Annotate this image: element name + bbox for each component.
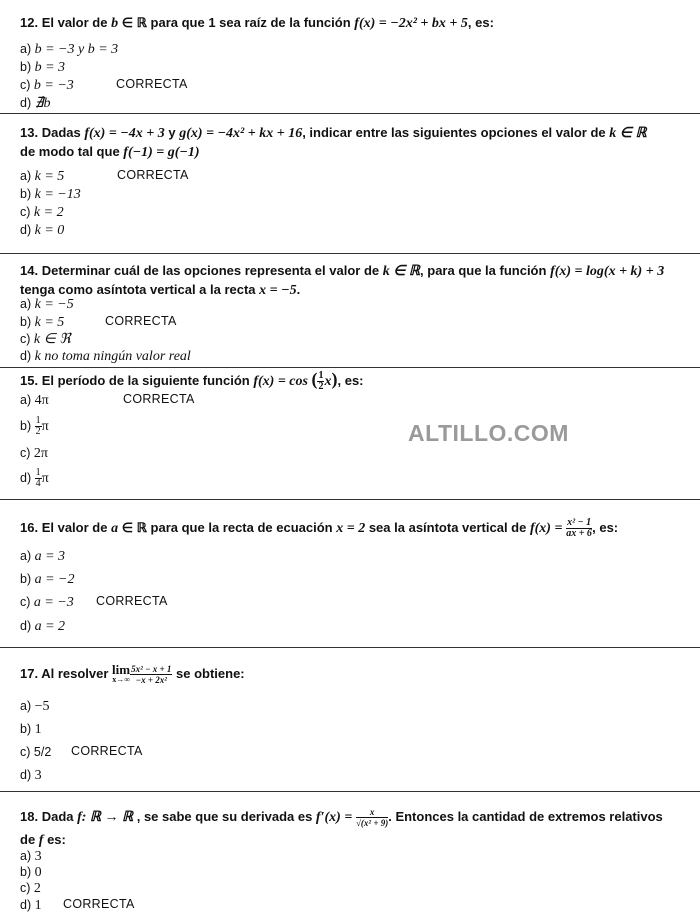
q16-option-c: c) a = −3 [20, 595, 74, 610]
q12-option-b: b) b = 3 [20, 60, 66, 75]
q17-option-c: c) 5/2 [20, 745, 52, 759]
q15-option-a: a) 4π [20, 393, 49, 408]
divider [0, 499, 700, 500]
question-12-text: 12. El valor de b ∈ ℝ para que 1 sea raíz de la función f(x) = −2x² + bx + 5, es: [20, 15, 494, 31]
q18-option-a: a) 3 [20, 849, 42, 864]
q17-option-b: b) 1 [20, 722, 42, 737]
question-number: 12. [20, 15, 39, 30]
question-16-text: 16. El valor de a ∈ ℝ para que la recta de ecuación x = 2 sea la asíntota vertical de f(x) = $\frac{\text{x² − 1}}{ax + 6}$ , es: [20, 517, 619, 539]
q17-option-a: a) −5 [20, 699, 50, 714]
q12-option-d: d) ∄b [20, 96, 51, 111]
divider [0, 791, 700, 792]
q14-correct-mark: CORRECTA [105, 314, 177, 328]
question-15-text: 15. El período de la siguiente función f(x) = cos ( $\frac{1}{2}$ x), es: [20, 369, 364, 393]
question-13-text: 13. Dadas f(x) = −4x + 3 y g(x) = −4x² + kx + 16, indicar entre las siguientes opciones el valor de k ∈ ℝ de modo tal que f(−1) = g(−1) [20, 125, 647, 160]
divider [0, 253, 700, 254]
q15-option-d: d) $\frac{1}{4}$ π [20, 467, 49, 489]
q17-correct-mark: CORRECTA [71, 744, 143, 758]
q16-option-d: d) a = 2 [20, 619, 66, 634]
q13-correct-mark: CORRECTA [117, 168, 189, 182]
q18-option-c: c) 2 [20, 881, 41, 896]
q13-option-a: a) k = 5 [20, 169, 65, 184]
q13-option-c: c) k = 2 [20, 205, 64, 220]
q15-correct-mark: CORRECTA [123, 392, 195, 406]
q15-option-b: b) $\frac{1}{2}$ π [20, 415, 49, 437]
q16-option-a: a) a = 3 [20, 549, 66, 564]
q12-option-a: a) b = −3 y b = 3 [20, 42, 119, 57]
q16-correct-mark: CORRECTA [96, 594, 168, 608]
question-14-text: 14. Determinar cuál de las opciones representa el valor de k ∈ ℝ, para que la función f(x) = log(x + k) + 3 tenga como asíntota vertical a la recta x = −5. [20, 263, 665, 298]
q14-option-c: c) k ∈ ℜ [20, 332, 71, 347]
q15-option-c: c) 2π [20, 446, 48, 461]
question-18-text: 18. Dada f: ℝ → ℝ , se sabe que su derivada es f′(x) = $\frac{x}{\text{√(x² + 9)}}$ . Entonces la cantidad de extremos relativos de f es: [20, 807, 663, 848]
q14-option-b: b) k = 5 [20, 315, 65, 330]
q13-option-b: b) k = −13 [20, 187, 81, 202]
question-17-text: 17. Al resolver lim x→∞ $\frac{\text{5x² − x + 1}}{\text{−x + 2x²}}$ se obtiene: [20, 661, 245, 685]
divider [0, 647, 700, 648]
watermark: ALTILLO.COM [408, 420, 569, 446]
q14-option-d: d) k no toma ningún valor real [20, 349, 191, 364]
divider [0, 113, 700, 114]
divider [0, 367, 700, 368]
q14-option-a: a) k = −5 [20, 297, 74, 312]
q18-option-d: d) 1 [20, 898, 42, 913]
q12-correct-mark: CORRECTA [116, 77, 188, 91]
q17-option-d: d) 3 [20, 768, 42, 783]
q18-correct-mark: CORRECTA [63, 897, 135, 911]
q12-option-c: c) b = −3 [20, 78, 74, 93]
q13-option-d: d) k = 0 [20, 223, 65, 238]
q16-option-b: b) a = −2 [20, 572, 75, 587]
q18-option-b: b) 0 [20, 865, 42, 880]
